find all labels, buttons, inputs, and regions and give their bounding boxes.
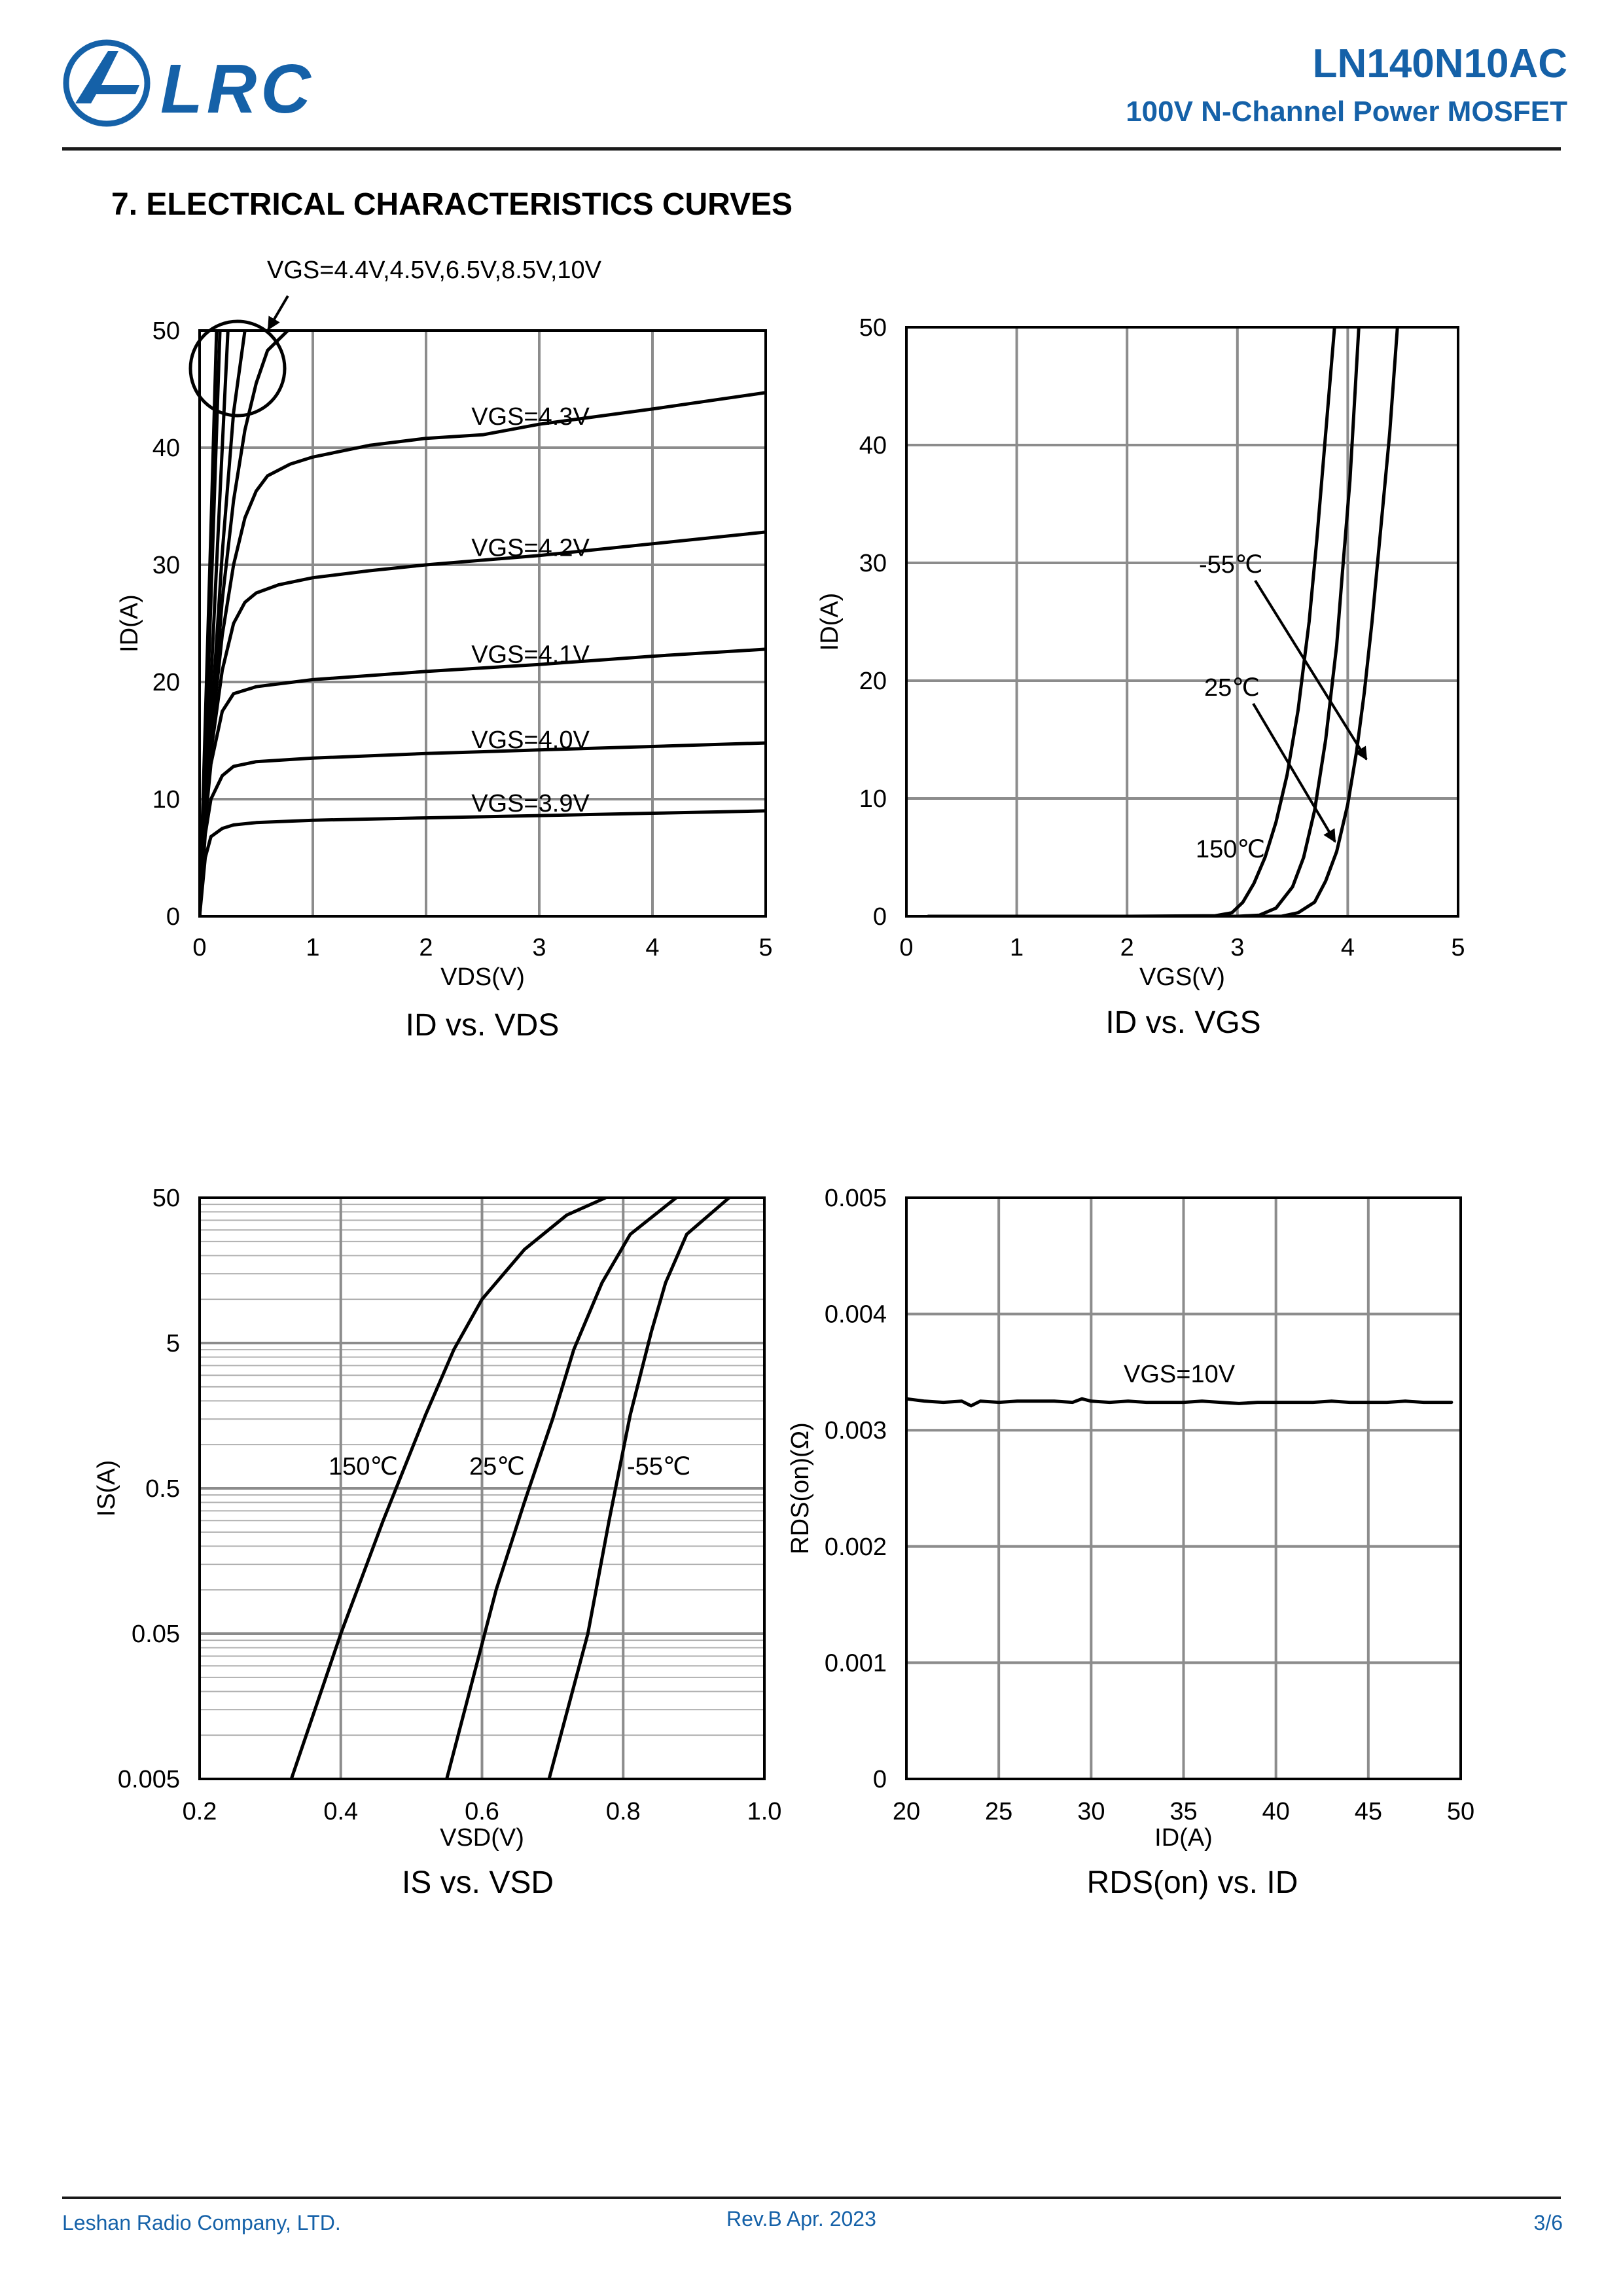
y-tick-label: 30 <box>859 550 887 577</box>
x-tick-label: 50 <box>1446 1798 1475 1825</box>
series-label: 150℃ <box>329 1453 399 1480</box>
logo-text: LRC <box>160 50 315 128</box>
series-line-25℃ <box>929 327 1359 916</box>
y-axis-label: RDS(on)(Ω) <box>787 1422 814 1554</box>
y-tick-label: 0.002 <box>824 1533 887 1561</box>
footer-divider <box>62 2197 1561 2199</box>
device-subtitle: 100V N-Channel Power MOSFET <box>1126 96 1567 128</box>
part-number: LN140N10AC <box>1312 41 1567 86</box>
x-tick-label: 1.0 <box>747 1798 782 1825</box>
series-label: 150℃ <box>1196 836 1266 863</box>
x-tick-label: 0.4 <box>323 1798 359 1825</box>
series-line-VGS=4.2V <box>200 532 766 916</box>
y-tick-label: 30 <box>152 552 180 579</box>
series-label: VGS=10V <box>1124 1361 1236 1388</box>
x-tick-label: 1 <box>1010 934 1024 961</box>
x-tick-label: 20 <box>892 1798 921 1825</box>
annotation-label: VGS=4.4V,4.5V,6.5V,8.5V,10V <box>267 257 602 284</box>
y-tick-label: 0.003 <box>824 1417 887 1445</box>
x-tick-label: 35 <box>1169 1798 1198 1825</box>
y-tick-label: 20 <box>859 668 887 695</box>
chart-3 <box>93 1185 781 1900</box>
x-tick-label: 0 <box>192 934 207 961</box>
chart-1 <box>116 257 773 1043</box>
y-tick-label: 0.05 <box>132 1621 180 1648</box>
series-label: VGS=4.0V <box>471 726 590 755</box>
series-label: VGS=3.9V <box>471 789 590 817</box>
y-tick-label: 0 <box>872 903 887 931</box>
chart-title: RDS(on) vs. ID <box>1086 1865 1298 1900</box>
x-tick-label: 4 <box>1340 934 1355 961</box>
y-tick-label: 0 <box>872 1766 887 1793</box>
y-tick-label: 50 <box>152 317 180 345</box>
x-tick-label: 2 <box>419 934 433 961</box>
highlight-circle <box>190 321 285 416</box>
y-tick-label: 0.001 <box>824 1649 887 1677</box>
series-line-VGS=3.9V <box>200 811 766 916</box>
section-title: 7. ELECTRICAL CHARACTERISTICS CURVES <box>111 187 793 222</box>
series-label: -55℃ <box>1199 551 1263 579</box>
y-tick-label: 40 <box>859 432 887 459</box>
x-tick-label: 4 <box>645 934 660 961</box>
x-tick-label: 2 <box>1120 934 1134 961</box>
x-axis-label: VDS(V) <box>440 963 525 991</box>
y-axis-label: ID(A) <box>816 592 844 651</box>
x-axis-label: VSD(V) <box>440 1824 524 1852</box>
y-tick-label: 0.005 <box>117 1766 180 1793</box>
y-tick-label: 0.004 <box>824 1300 887 1329</box>
series-label: VGS=4.1V <box>471 641 590 669</box>
series-label: -55℃ <box>627 1453 691 1480</box>
x-tick-label: 0 <box>899 934 914 961</box>
x-tick-label: 3 <box>532 934 546 961</box>
x-tick-label: 5 <box>1451 934 1465 961</box>
chart-title: IS vs. VSD <box>401 1865 554 1900</box>
x-tick-label: 25 <box>985 1798 1013 1825</box>
y-tick-label: 5 <box>166 1330 180 1357</box>
y-tick-label: 10 <box>859 785 887 813</box>
series-label: VGS=4.2V <box>471 534 590 562</box>
y-tick-label: 0.5 <box>145 1475 180 1503</box>
x-tick-label: 30 <box>1077 1798 1105 1825</box>
x-tick-label: 0.2 <box>182 1798 217 1825</box>
chart-4 <box>787 1185 1474 1900</box>
y-tick-label: 0.005 <box>824 1185 887 1212</box>
footer-revision: Rev.B Apr. 2023 <box>726 2207 876 2231</box>
y-tick-label: 50 <box>152 1185 180 1212</box>
x-tick-label: 40 <box>1262 1798 1290 1825</box>
x-tick-label: 45 <box>1354 1798 1382 1825</box>
x-tick-label: 5 <box>758 934 773 961</box>
chart-2 <box>816 314 1465 1040</box>
plot-frame <box>906 327 1458 916</box>
x-axis-label: VGS(V) <box>1139 963 1225 991</box>
chart-title: ID vs. VDS <box>405 1008 560 1043</box>
x-tick-label: 3 <box>1230 934 1245 961</box>
y-tick-label: 20 <box>152 669 180 696</box>
y-axis-label: IS(A) <box>93 1460 120 1517</box>
y-tick-label: 10 <box>152 786 180 814</box>
footer-company: Leshan Radio Company, LTD. <box>62 2211 341 2234</box>
y-tick-label: 0 <box>166 903 180 931</box>
series-line-VGS=4.0V <box>200 743 766 916</box>
y-tick-label: 50 <box>859 314 887 342</box>
series-line-150℃ <box>929 327 1335 916</box>
x-axis-label: ID(A) <box>1154 1824 1213 1852</box>
series-label: 25℃ <box>1204 674 1260 702</box>
y-tick-label: 40 <box>152 435 180 462</box>
x-tick-label: 1 <box>306 934 320 961</box>
series-label: 25℃ <box>469 1453 525 1480</box>
annotation-arrow <box>268 296 288 329</box>
x-tick-label: 0.8 <box>605 1798 641 1825</box>
series-line-VGS=10V <box>906 1399 1452 1406</box>
footer-page-number: 3/6 <box>1533 2211 1563 2234</box>
series-label: VGS=4.3V <box>471 403 590 431</box>
chart-title: ID vs. VGS <box>1105 1005 1261 1040</box>
y-axis-label: ID(A) <box>116 594 143 653</box>
series-line-VGS=4.1V <box>200 649 766 916</box>
x-tick-label: 0.6 <box>465 1798 499 1825</box>
